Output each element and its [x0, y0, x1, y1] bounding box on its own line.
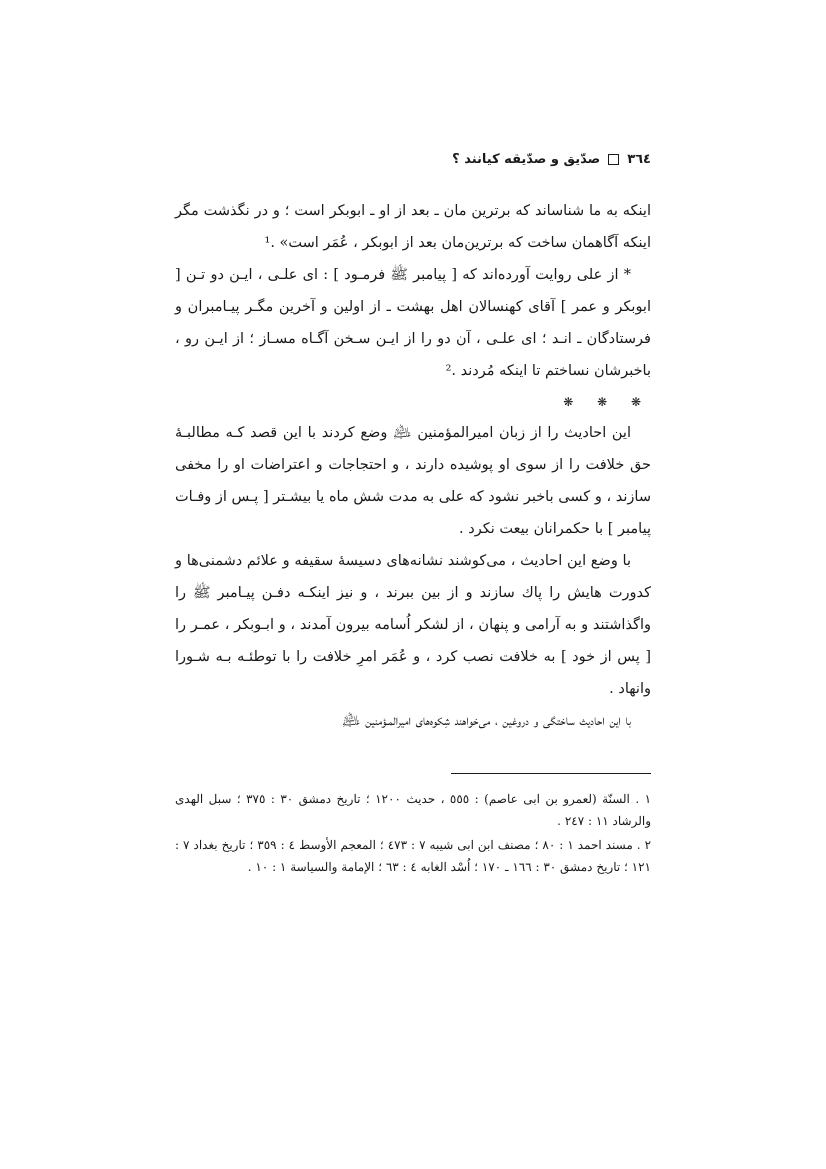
section-divider-stars: ❋ ❋ ❋: [563, 395, 651, 409]
footnote-2: ٢ . مسند احمد ١ : ٨٠ ؛ مصنف ابن ابى شيبه ٧ : ٤٧٣ ؛ المعجم الأوسط ٤ : ٣٥٩ ؛ تاريخ بغداد ٧ : ١٢١ ؛ تاريخ دمشق ٣٠ : ١٦٦ ـ ١٧٠ ؛ اُسْد الغابه ٤ : ٦٣ ؛ الإمامة والسياسة ١ : ١٠ .: [175, 838, 652, 874]
page-number: ٣٦٤: [627, 151, 651, 167]
footnote-1: ١ . السنّة (لعمرو بن ابى عاصم) : ٥٥٥ ، حديث ١٢٠٠ ؛ تاريخ دمشق ٣٠ : ٣٧٥ ؛ سبل الهدى والرشاد ١١ : ٢٤٧ .: [175, 792, 652, 828]
square-bullet-icon: [608, 154, 619, 165]
paragraph-3: اين احاديث را از زبان اميرالمؤمنين ﵇ وضع كردند با اين قصد كـه مطالبـهٔ حق خلافت را از سوى او پوشيده دارند ، و احتجاجات و اعتراضات او را مخفى سازند ، و كسى باخبر نشود كه على به مدت شش ماه يا بيشـتر [ پـس از وفـات پيامبر ] با حكمرانان بيعت نكرد .: [175, 425, 651, 537]
footnote-separator: [451, 773, 651, 774]
footnotes: [175, 788, 651, 878]
body-text: [175, 195, 651, 737]
chapter-title: صدّيق و صدّيقه كيانند ؟: [452, 151, 601, 167]
page: [175, 145, 651, 880]
paragraph-2: * از على روايت آورده‌اند كه [ پيامبر ﷺ فرمـود ] : اى علـى ، ايـن دو تـن [ ابوبكر و عمر ] آقاى كهنسالان اهل بهشت ـ از اولين و آخرين مگـر پيـامبران و فرستادگان ـ انـد ؛ اى علـى ، آن دو را از ايـن سـخن آگـاه مسـاز ؛ از ايـن رو ، باخبرشان نساختم تا اينكه مُردند .²: [175, 267, 651, 379]
paragraph-4: با وضع اين احاديث ، مى‌كوشند نشانه‌هاى دسيسهٔ سقيفه و علائم دشمنى‌ها و كدورت هايش را پاك سازند و از بين ببرند ، و نيز اينكـه دفـن پيـامبر ﷺ را واگذاشتند و به آرامى و پنهان ، از لشكر اُسامه بيرون آمدند ، و ابـوبكر ، عمـر را [ پس از خود ] به خلافت نصب كرد ، و عُمَر امرِ خلافت را با توطئـه بـه شـورا وانهاد .: [175, 553, 651, 697]
paragraph-1: اينكه به ما شناساند كه برترين مان ـ بعد از او ـ ابوبكر است ؛ و در نگذشت مگر اينكه آگاهمان ساخت كه برترين‌مان بعد از ابوبكر ، عُمَر است» .¹: [175, 203, 651, 251]
paragraph-5: با اين احاديث ساختگى و دروغين ، مى‌خواهند شِكوه‌هاى اميرالمـؤمنين ﵇: [341, 713, 631, 729]
running-header: [175, 145, 651, 173]
